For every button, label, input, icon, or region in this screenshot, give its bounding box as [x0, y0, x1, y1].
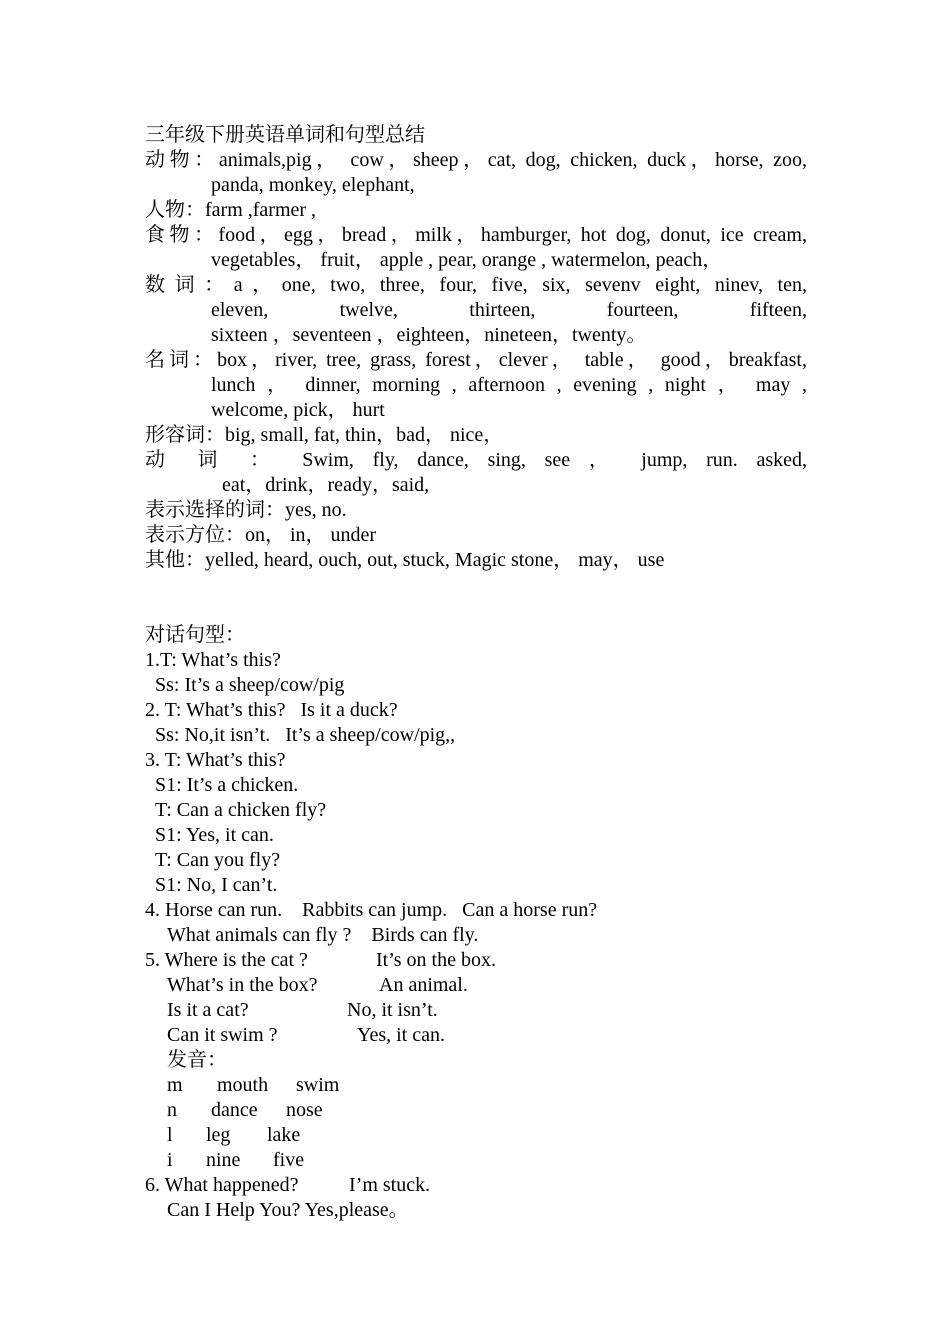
dialogue-question: 6. What happened?: [145, 1174, 299, 1196]
dialogue-line: Can I Help You? Yes,please。: [167, 1199, 409, 1221]
dialogue-heading: 对话句型：: [145, 624, 245, 646]
dialogue-question: What’s in the box?: [167, 974, 318, 996]
vocab-animals-cont: panda, monkey, elephant,: [211, 174, 415, 196]
example-word: nine: [206, 1149, 241, 1171]
dialogue-question: Can it swim ?: [167, 1024, 278, 1046]
example-word: dance: [211, 1099, 258, 1121]
vocab-nouns-cont: lunch ， dinner, morning , afternoon , evening , night ， may ,: [211, 374, 807, 396]
dialogue-line: 4. Horse can run. Rabbits can jump. Can a horse run?: [145, 899, 598, 921]
dialogue-line: Ss: No,it isn’t. It’s a sheep/cow/pig,,: [155, 724, 456, 746]
dialogue-line: S1: It’s a chicken.: [155, 774, 299, 796]
example-word: leg: [206, 1124, 231, 1146]
vocab-verbs-cont: eat，drink，ready，said,: [222, 474, 430, 496]
dialogue-line: What animals can fly ? Birds can fly.: [167, 924, 479, 946]
dialogue-answer: I’m stuck.: [349, 1174, 431, 1196]
phoneme: i: [167, 1149, 173, 1171]
vocab-numbers-cont: eleven, twelve, thirteen, fourteen, fifteen,: [211, 299, 807, 321]
vocab-animals: 动物：animals,pig， cow，sheep，cat, dog, chicken, duck，horse, zoo,: [145, 149, 807, 171]
dialogue-line: Ss: It’s a sheep/cow/pig: [155, 674, 345, 696]
dialogue-line: 1.T: What’s this?: [145, 649, 281, 671]
dialogue-line: [145, 1023, 807, 1048]
vocab-verbs: 动 词 ： Swim, fly, dance, sing, see ， jump, run. asked,: [145, 449, 807, 471]
example-word: five: [273, 1149, 305, 1171]
dialogue-answer: An animal.: [379, 974, 468, 996]
pronunciation-row: [145, 1123, 807, 1148]
vocab-others: 其他：yelled, heard, ouch, out, stuck, Magic stone， may， use: [145, 549, 665, 571]
document-content: [145, 123, 807, 1223]
vocab-adjectives: 形容词：big, small, fat, thin，bad， nice，: [145, 424, 504, 446]
vocab-numbers-cont2: sixteen ，seventeen ，eighteen，nineteen，twenty。: [211, 324, 647, 346]
vocab-people: 人物：farm ,farmer ,: [145, 199, 317, 221]
pronunciation-row: [145, 1148, 807, 1173]
dialogue-line: T: Can a chicken fly?: [155, 799, 327, 821]
dialogue-line: 3. T: What’s this?: [145, 749, 286, 771]
vocab-position: 表示方位：on， in， under: [145, 524, 377, 546]
spacer: [145, 573, 807, 623]
page-title: 三年级下册英语单词和句型总结: [145, 124, 425, 146]
vocab-nouns: 名词：box，river, tree, grass, forest，clever， table， good，breakfast,: [145, 349, 807, 371]
dialogue-line: [145, 998, 807, 1023]
dialogue-line: T: Can you fly?: [155, 849, 281, 871]
vocab-nouns-cont2: welcome, pick， hurt: [211, 399, 385, 421]
dialogue-answer: Yes, it can.: [357, 1024, 445, 1046]
vocab-numbers: 数词：a，one, two, three, four, five, six, sevenv eight, ninev, ten,: [145, 274, 807, 296]
example-word: swim: [296, 1074, 340, 1096]
dialogue-line: S1: Yes, it can.: [155, 824, 274, 846]
pronunciation-heading: 发音：: [167, 1049, 227, 1071]
phoneme: l: [167, 1124, 173, 1146]
example-word: nose: [286, 1099, 323, 1121]
vocab-food: 食物：food，egg，bread，milk，hamburger, hot dog, donut, ice cream,: [145, 224, 807, 246]
example-word: mouth: [217, 1074, 269, 1096]
dialogue-answer: It’s on the box.: [376, 949, 496, 971]
example-word: lake: [267, 1124, 301, 1146]
dialogue-line: [145, 948, 807, 973]
pronunciation-row: [145, 1073, 807, 1098]
phoneme: n: [167, 1099, 177, 1121]
dialogue-line: [145, 1173, 807, 1198]
dialogue-question: 5. Where is the cat ?: [145, 949, 308, 971]
dialogue-line: [145, 973, 807, 998]
dialogue-answer: No, it isn’t.: [347, 999, 438, 1021]
dialogue-line: S1: No, I can’t.: [155, 874, 278, 896]
dialogue-line: 2. T: What’s this? Is it a duck?: [145, 699, 398, 721]
phoneme: m: [167, 1074, 183, 1096]
vocab-food-cont: vegetables， fruit， apple , pear, orange , watermelon, peach，: [211, 249, 723, 271]
vocab-choice: 表示选择的词：yes, no.: [145, 499, 347, 521]
pronunciation-row: [145, 1098, 807, 1123]
dialogue-question: Is it a cat?: [167, 999, 249, 1021]
